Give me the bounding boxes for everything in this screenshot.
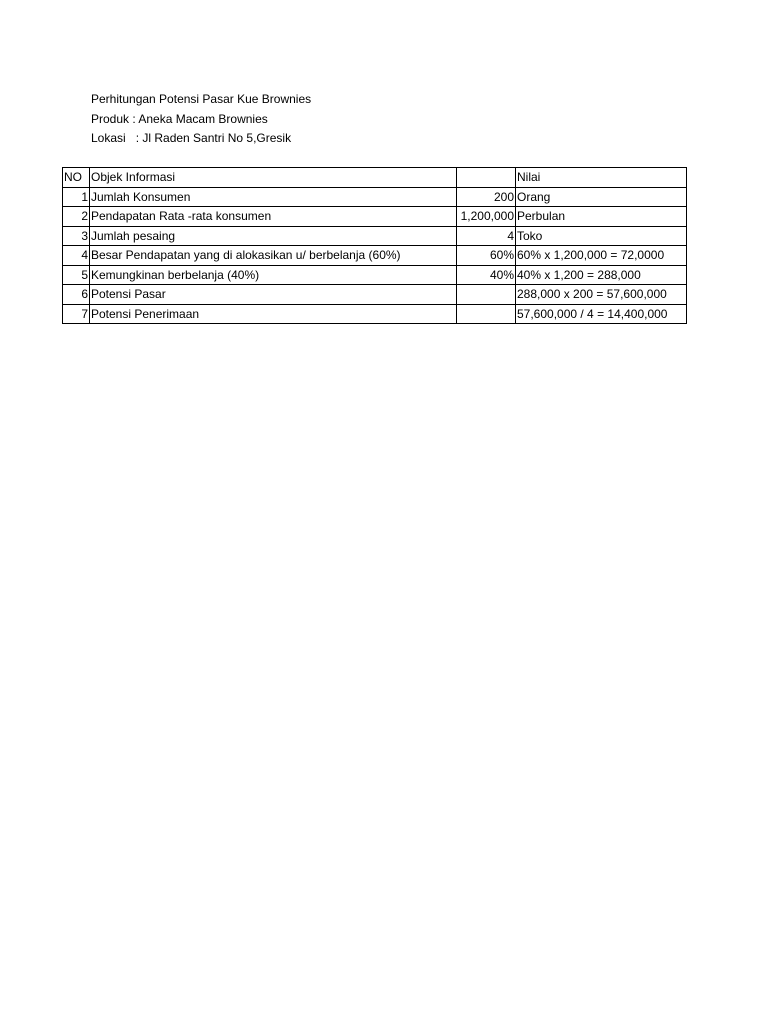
row-objek: Besar Pendapatan yang di alokasikan u/ berbelanja (60%) (90, 246, 457, 266)
row-angka: 40% (457, 265, 516, 285)
row-nilai: 57,600,000 / 4 = 14,400,000 (516, 304, 687, 324)
row-objek: Pendapatan Rata -rata konsumen (90, 207, 457, 227)
row-objek: Potensi Pasar (90, 285, 457, 305)
row-angka: 60% (457, 246, 516, 266)
row-angka (457, 285, 516, 305)
row-objek: Jumlah Konsumen (90, 187, 457, 207)
row-no: 7 (63, 304, 90, 324)
row-angka: 4 (457, 226, 516, 246)
row-angka: 1,200,000 (457, 207, 516, 227)
row-nilai: 288,000 x 200 = 57,600,000 (516, 285, 687, 305)
table-row (63, 285, 687, 305)
row-nilai: Orang (516, 187, 687, 207)
row-nilai: Perbulan (516, 207, 687, 227)
location-line: Lokasi : Jl Raden Santri No 5,Gresik (91, 131, 292, 145)
row-no: 4 (63, 246, 90, 266)
table-row (63, 226, 687, 246)
header-nilai: Nilai (516, 168, 687, 188)
row-no: 6 (63, 285, 90, 305)
row-no: 3 (63, 226, 90, 246)
row-objek: Jumlah pesaing (90, 226, 457, 246)
document-header (91, 90, 311, 149)
row-angka: 200 (457, 187, 516, 207)
table-row (63, 304, 687, 324)
header-angka (457, 168, 516, 188)
row-no: 2 (63, 207, 90, 227)
table-row (63, 207, 687, 227)
product-line: Produk : Aneka Macam Brownies (91, 111, 268, 126)
header-objek-informasi: Objek Informasi (90, 168, 457, 188)
row-nilai: 60% x 1,200,000 = 72,0000 (516, 246, 687, 266)
row-nilai: 40% x 1,200 = 288,000 (516, 265, 687, 285)
row-no: 1 (63, 187, 90, 207)
table-row (63, 187, 687, 207)
row-objek: Kemungkinan berbelanja (40%) (90, 265, 457, 285)
row-angka (457, 304, 516, 324)
table-row (63, 246, 687, 266)
market-potential-table (62, 167, 687, 324)
row-no: 5 (63, 265, 90, 285)
header-no: NO (63, 168, 90, 188)
table-header-row (63, 168, 687, 188)
row-nilai: Toko (516, 226, 687, 246)
document-title: Perhitungan Potensi Pasar Kue Brownies (91, 92, 312, 106)
row-objek: Potensi Penerimaan (90, 304, 457, 324)
table-row (63, 265, 687, 285)
